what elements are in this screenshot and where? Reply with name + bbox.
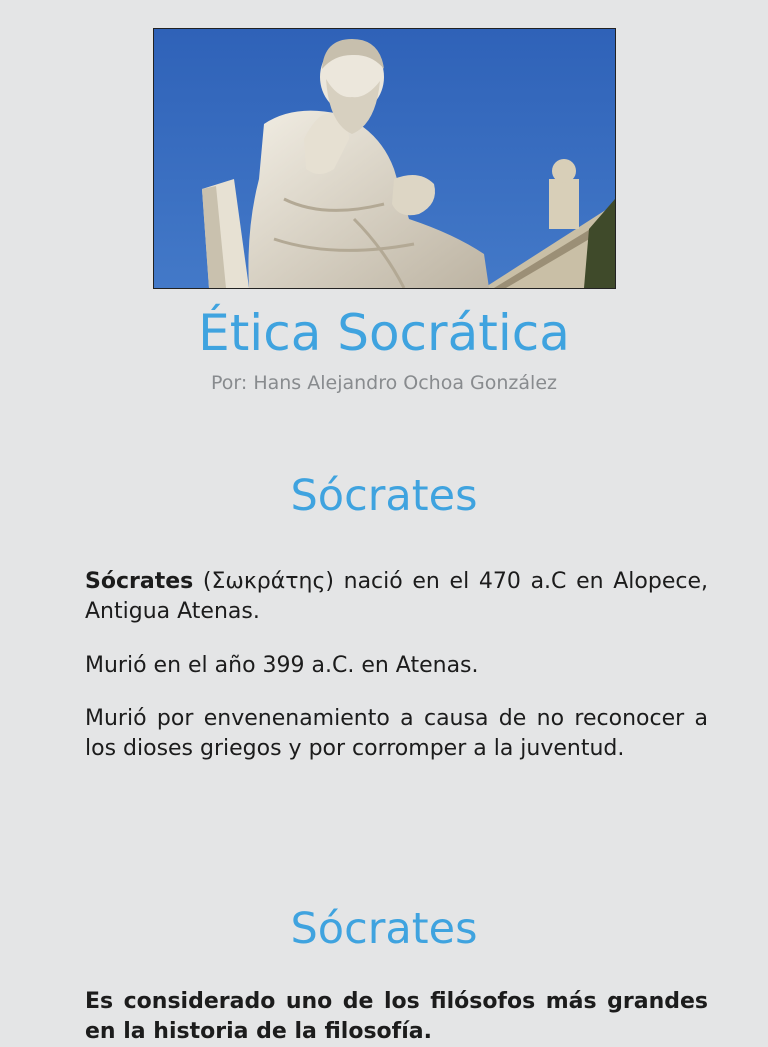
paragraph-death [85,651,708,681]
page-title: Ética Socrática [198,304,570,362]
paragraph-text: Murió en el año 399 a.C. en Atenas. [85,653,479,678]
bold-name: Sócrates [85,569,194,594]
paragraph-text: Es considerado uno de los filósofos más grandes en la historia de la filosofía. [85,989,708,1044]
section-heading: Sócrates [290,904,478,954]
section-heading: Sócrates [290,471,478,521]
paragraph-legacy [85,987,708,1047]
author-byline: Por: Hans Alejandro Ochoa González [211,372,557,394]
socrates-statue-image [153,28,616,289]
paragraph-text: (Σωκράτης) nació en el 470 a.C en Alopece, Antigua Atenas. [85,569,708,624]
paragraph-birth [85,567,708,627]
paragraph-text: Murió por envenenamiento a causa de no reconocer a los dioses griegos y por corromper a la juventud. [85,706,708,761]
paragraph-cause [85,704,708,764]
